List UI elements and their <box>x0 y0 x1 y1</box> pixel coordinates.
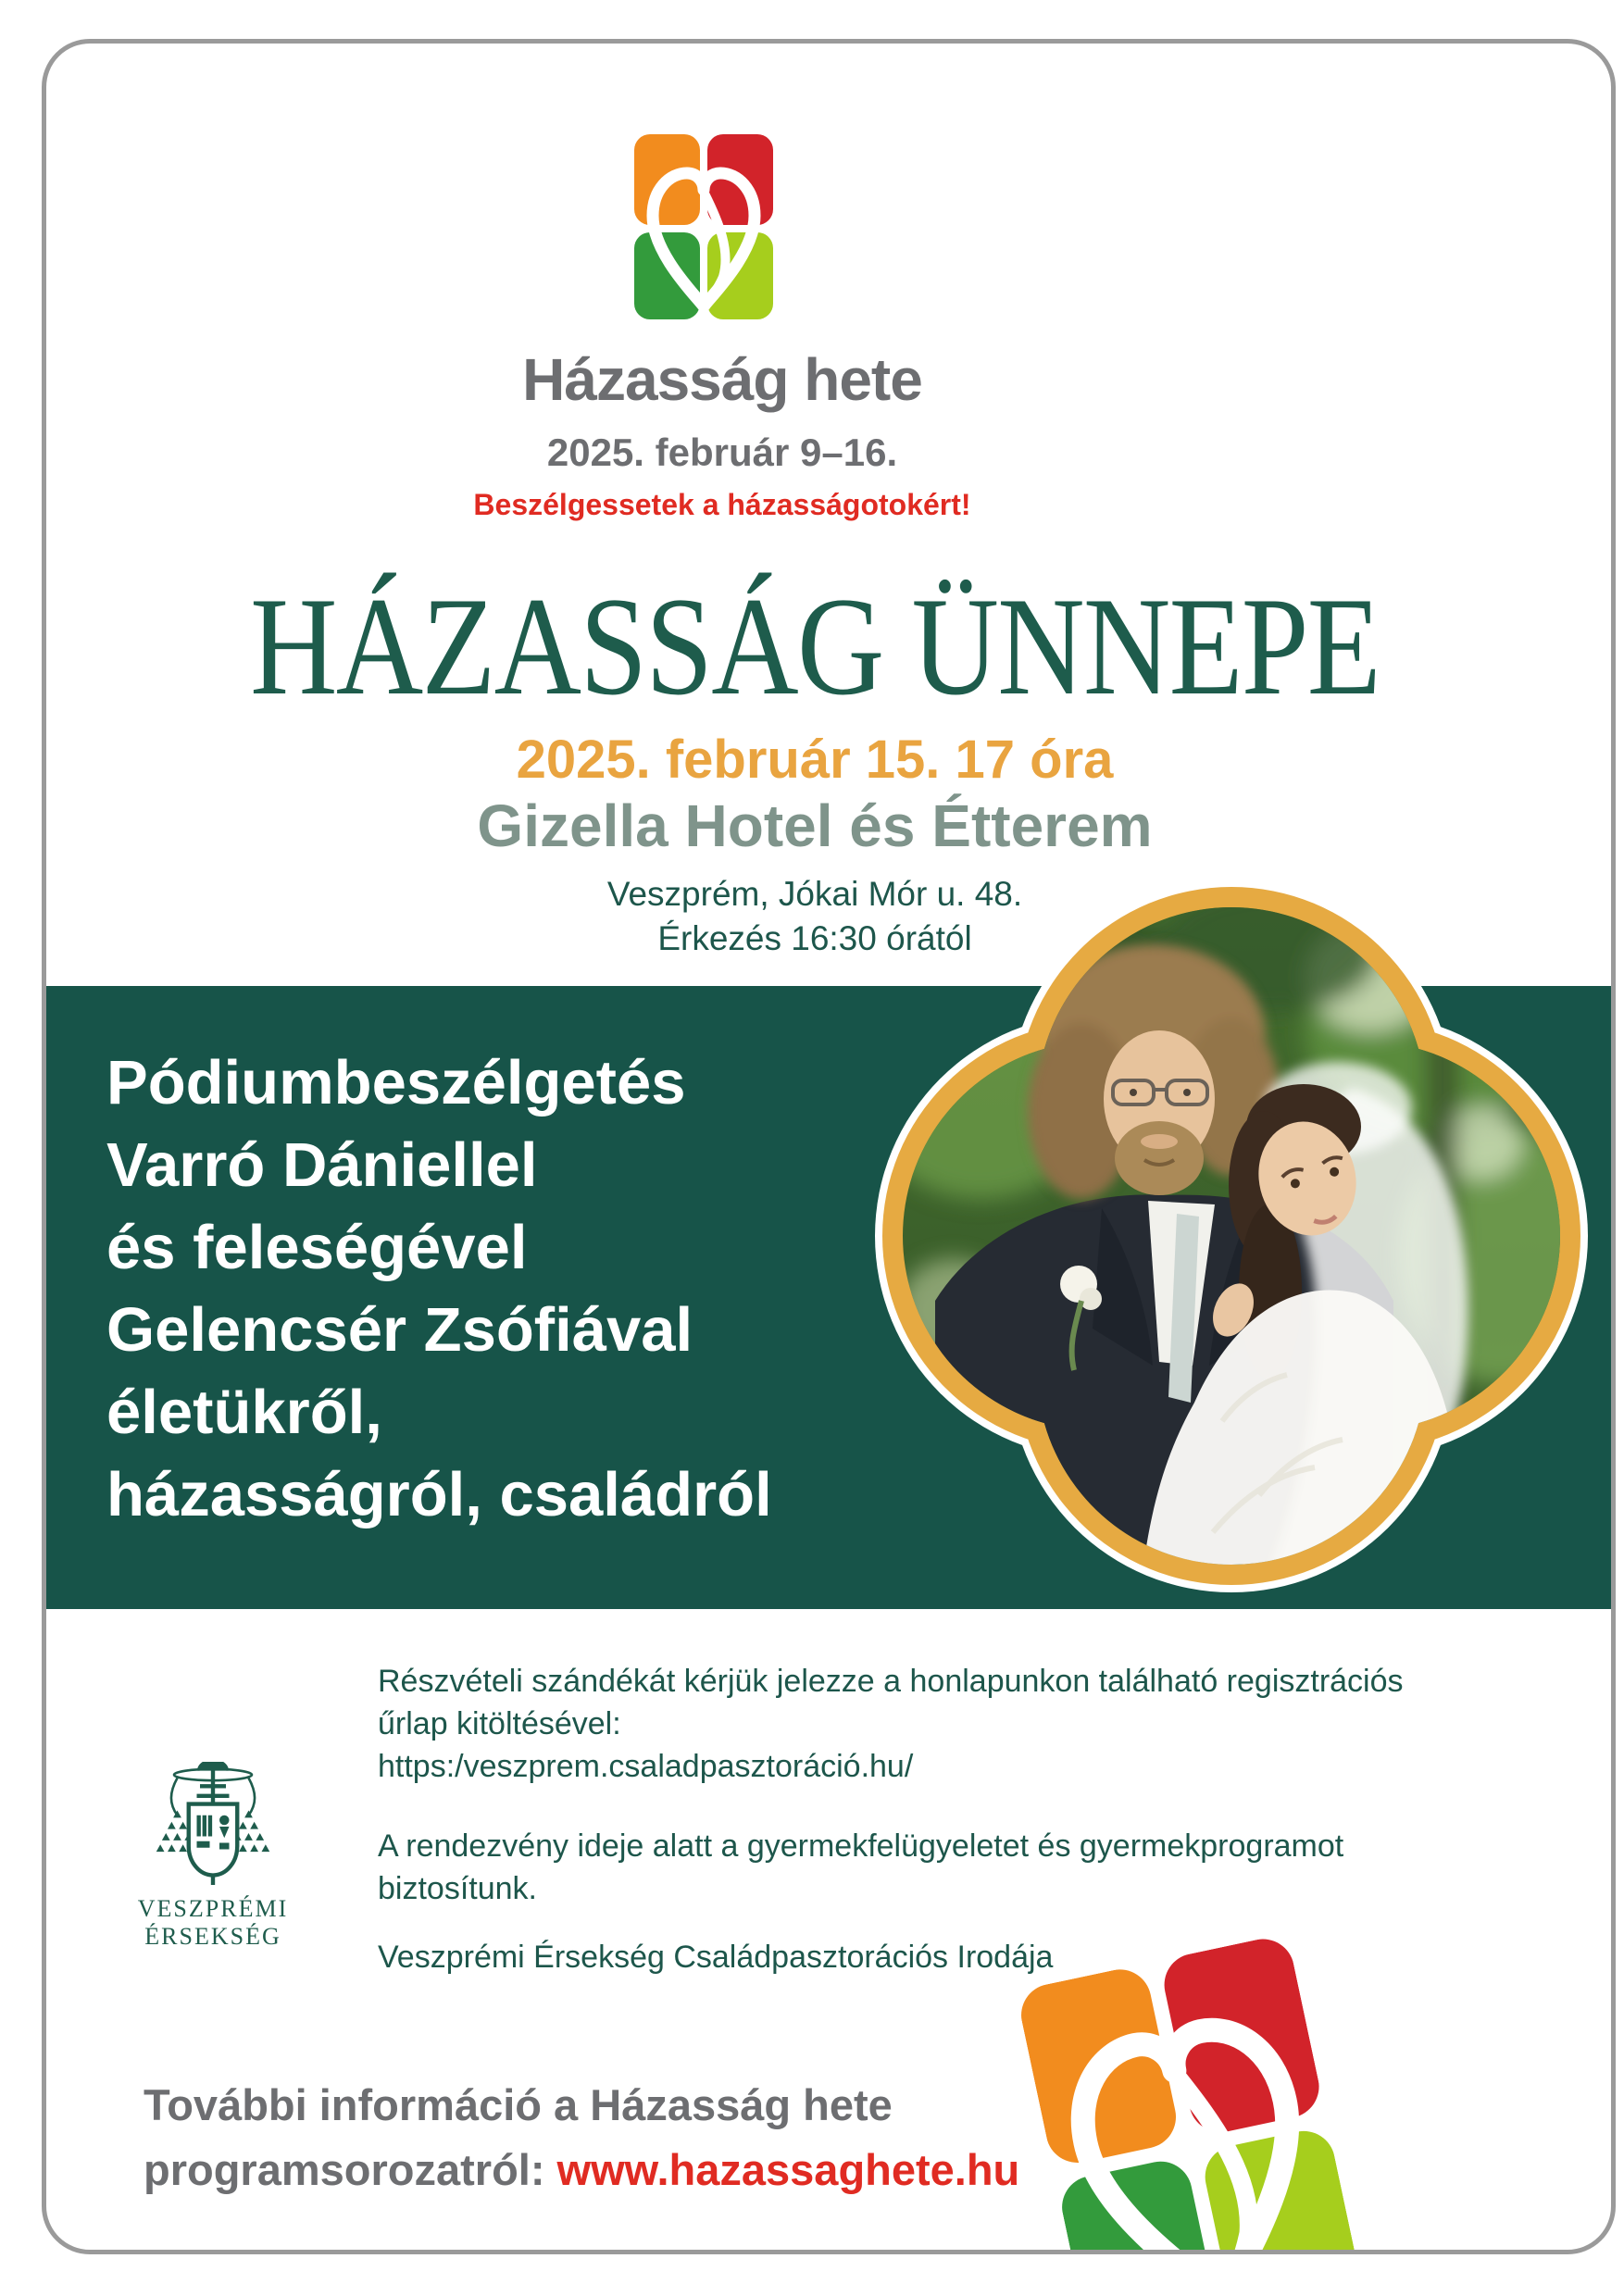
office-name: Veszprémi Érsekség Családpasztorációs Irodája <box>378 1940 1054 1975</box>
wedding-photo <box>870 866 1593 1606</box>
childcare-line: A rendezvény ideje alatt a gyermekfelügyeletet és gyermekprogramot <box>378 1828 1344 1864</box>
event-datetime: 2025. február 15. 17 óra <box>516 730 1114 790</box>
program-line: házasságról, családról <box>106 1460 772 1529</box>
footer-website-link[interactable]: www.hazassaghete.hu <box>556 2145 1020 2194</box>
childcare-info <box>378 1825 1526 1910</box>
childcare-line: biztosítunk. <box>378 1871 537 1906</box>
footer-info <box>144 2073 1069 2202</box>
event-title: HÁZASSÁG ÜNNEPE <box>250 568 1380 724</box>
wedding-photo-quatrefoil <box>870 866 1593 1606</box>
heart-logo-bottom-icon <box>1016 1933 1365 2254</box>
brand-slogan: Beszélgessetek a házasságotokért! <box>473 488 971 521</box>
program-line: és feleségével <box>106 1213 528 1282</box>
registration-line: Részvételi szándékát kérjük jelezze a honlapunkon található regisztrációs <box>378 1664 1404 1699</box>
poster-card <box>42 39 1616 2254</box>
program-line: Pódiumbeszélgetés <box>106 1048 686 1117</box>
footer-line1: További információ a Házasság hete <box>144 2080 893 2129</box>
footer-line2-prefix: programsorozatról: <box>144 2145 557 2194</box>
event-venue: Gizella Hotel és Étterem <box>477 792 1153 859</box>
heart-logo-icon <box>634 134 773 319</box>
crest-label: VESZPRÉMI ÉRSEKSÉG <box>137 1895 289 1950</box>
registration-line: űrlap kitöltésével: <box>378 1706 621 1741</box>
event-address: Veszprém, Jókai Mór u. 48. <box>606 875 1023 913</box>
event-arrival: Érkezés 16:30 órától <box>657 919 972 957</box>
registration-info <box>378 1660 1526 1788</box>
program-line: életükről, <box>106 1378 382 1447</box>
registration-url-link[interactable]: https:/veszprem.csaladpasztoráció.hu/ <box>378 1749 914 1784</box>
program-line: Varró Dániellel <box>106 1130 538 1200</box>
program-line: Gelencsér Zsófiával <box>106 1295 693 1365</box>
brand-title: Házasság hete <box>522 346 922 413</box>
archbishop-crest-icon <box>79 1762 347 1891</box>
footer-line2 <box>144 2138 1069 2202</box>
brand-dates: 2025. február 9–16. <box>546 430 898 474</box>
